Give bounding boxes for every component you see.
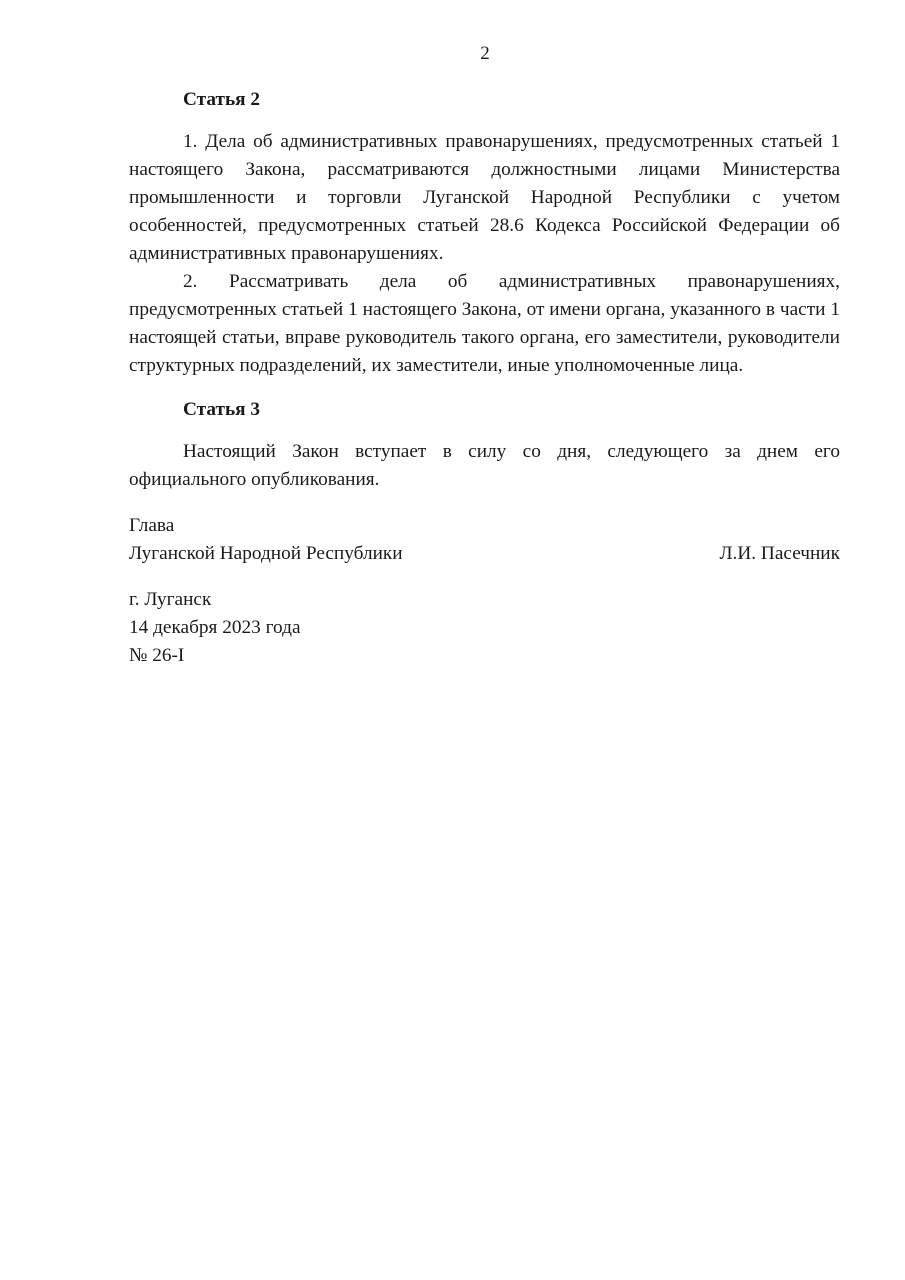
issue-details: [129, 586, 840, 670]
document-body: [129, 86, 840, 670]
article-2: [129, 86, 840, 380]
page-number: 2: [480, 43, 490, 64]
article-paragraph: 1. Дела об административных правонарушениях, предусмотренных статьей 1 настоящего Закона, рассматриваются должностными лицами Министерства промышленности и торговли Луганской Народной Республики с учетом особенностей, предусмотренных статьей 28.6 Кодекса Российской Федерации об административных правонарушениях.: [129, 131, 840, 264]
article-heading: Статья 3: [183, 399, 261, 420]
signatory-name: Л.И. Пасечник: [719, 543, 840, 564]
article-3: [129, 396, 840, 494]
article-paragraph: 2. Рассматривать дела об административных правонарушениях, предусмотренных статьей 1 настоящего Закона, от имени органа, указанного в части 1 настоящей статьи, вправе руководитель такого органа, его заместители, руководители структурных подразделений, их заместители, иные уполномоченные лица.: [129, 271, 840, 376]
article-heading: Статья 2: [183, 89, 261, 110]
signatory-title-line2: Луганской Народной Республики: [129, 543, 403, 564]
signature-block: [129, 512, 840, 568]
article-paragraph: Настоящий Закон вступает в силу со дня, следующего за днем его официального опубликования.: [129, 441, 840, 490]
law-number: № 26-I: [129, 645, 185, 666]
issue-date: 14 декабря 2023 года: [129, 617, 301, 638]
signatory-title-line1: Глава: [129, 515, 175, 536]
issue-place: г. Луганск: [129, 589, 212, 610]
